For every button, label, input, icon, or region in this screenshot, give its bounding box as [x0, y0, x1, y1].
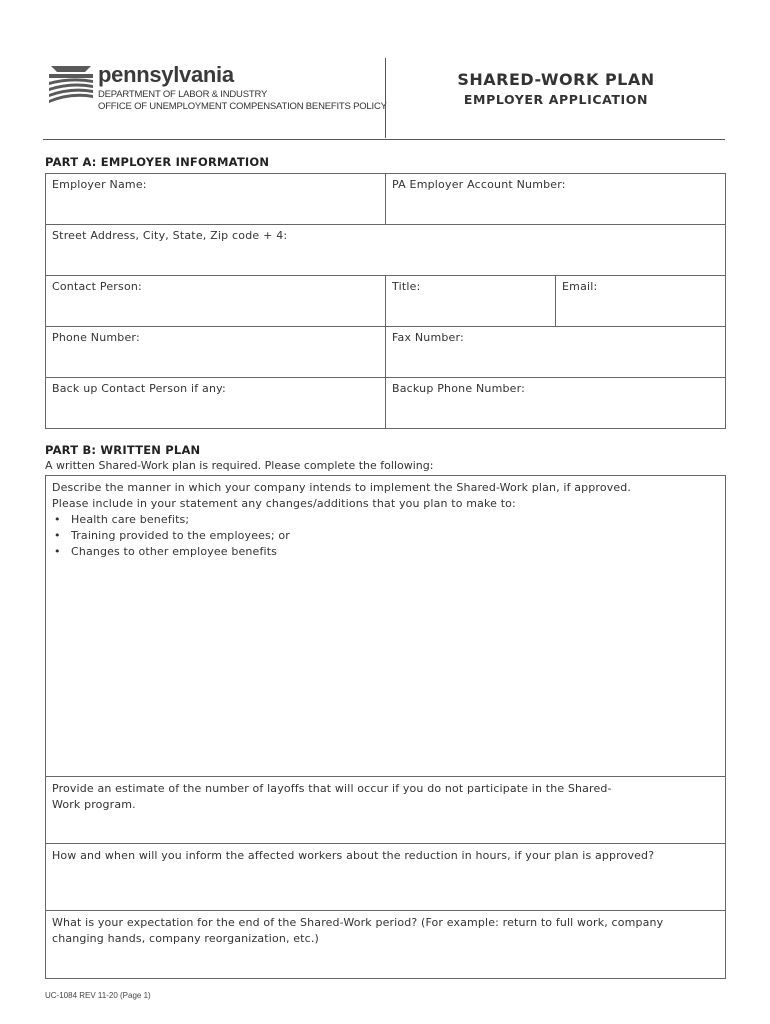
worker-notification-field[interactable] [45, 843, 726, 911]
implementation-plan-prompt [52, 480, 717, 560]
layoff-estimate-prompt: Provide an estimate of the number of layoffs that will occur if you do not participate in the Shared-Work program. [52, 782, 612, 811]
account-number-field[interactable] [385, 173, 726, 225]
part-b-intro: A written Shared-Work plan is required. Please complete the following: [45, 459, 434, 472]
part-b-title: PART B: WRITTEN PLAN [45, 443, 201, 457]
email-label: Email: [562, 280, 598, 293]
form-revision-footer: UC-1084 REV 11-20 (Page 1) [45, 991, 151, 1000]
account-number-label: PA Employer Account Number: [392, 178, 566, 191]
backup-contact-field[interactable] [45, 377, 386, 429]
brand-name: pennsylvania [98, 62, 234, 87]
phone-number-label: Phone Number: [52, 331, 140, 344]
backup-phone-field[interactable] [385, 377, 726, 429]
list-item: • Changes to other employee benefits [71, 544, 717, 560]
implementation-plan-text-2: Please include in your statement any changes/additions that you plan to make to: [52, 497, 516, 510]
office-name: OFFICE OF UNEMPLOYMENT COMPENSATION BENEFITS POLICY [98, 101, 387, 112]
email-field[interactable] [555, 275, 726, 327]
end-expectation-field[interactable] [45, 910, 726, 979]
form-title: SHARED-WORK PLAN [457, 70, 655, 89]
implementation-plan-field[interactable] [45, 475, 726, 777]
employer-name-field[interactable] [45, 173, 386, 225]
form-subtitle: EMPLOYER APPLICATION [463, 92, 649, 107]
address-field[interactable] [45, 224, 726, 276]
layoff-estimate-field[interactable] [45, 776, 726, 844]
list-item: • Training provided to the employees; or [71, 528, 717, 544]
implementation-plan-text-1: Describe the manner in which your company intends to implement the Shared-Work plan, if approved. [52, 481, 632, 494]
backup-phone-label: Backup Phone Number: [392, 382, 526, 395]
fax-number-label: Fax Number: [392, 331, 464, 344]
department-name: DEPARTMENT OF LABOR & INDUSTRY [98, 89, 268, 100]
end-expectation-prompt: What is your expectation for the end of the Shared-Work period? (For example: return to full work, company changing hands, company reorganization, etc.) [52, 916, 664, 945]
part-a-title: PART A: EMPLOYER INFORMATION [45, 155, 270, 169]
employer-name-label: Employer Name: [52, 178, 147, 191]
fax-number-field[interactable] [385, 326, 726, 378]
address-label: Street Address, City, State, Zip code + 4: [52, 229, 288, 242]
header-divider-horizontal [43, 139, 725, 140]
contact-person-field[interactable] [45, 275, 386, 327]
contact-title-label: Title: [392, 280, 421, 293]
list-item: • Health care benefits; [71, 512, 717, 528]
phone-number-field[interactable] [45, 326, 386, 378]
contact-title-field[interactable] [385, 275, 556, 327]
worker-notification-prompt: How and when will you inform the affected workers about the reduction in hours, if your plan is approved? [52, 849, 655, 862]
benefit-change-list [52, 512, 717, 560]
backup-contact-label: Back up Contact Person if any: [52, 382, 226, 395]
contact-person-label: Contact Person: [52, 280, 142, 293]
keystone-state-capitol-icon [47, 62, 95, 110]
